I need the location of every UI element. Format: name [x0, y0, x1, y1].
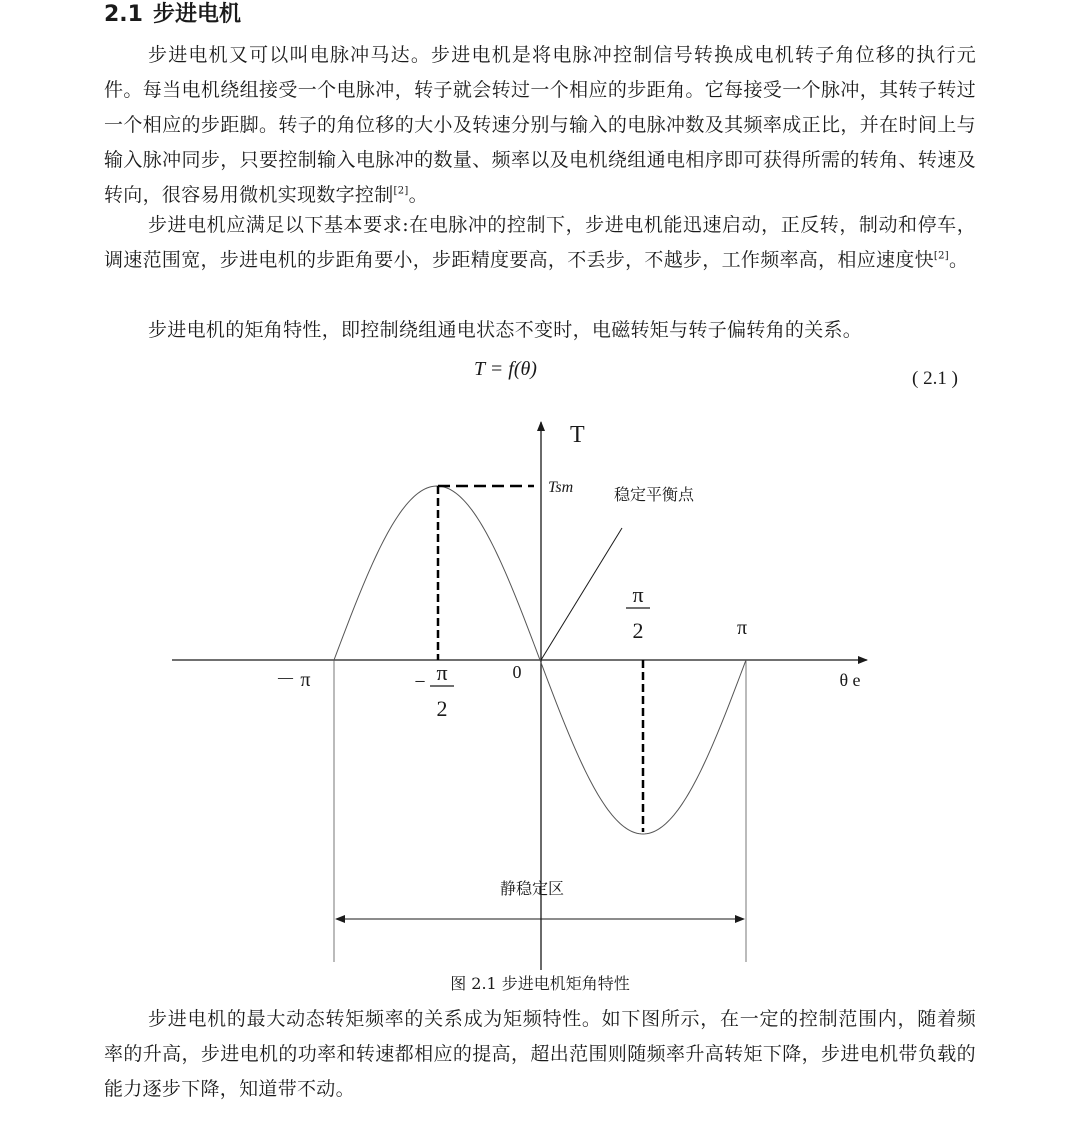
- neg-pi-half-numerator: π: [436, 660, 448, 685]
- paragraph-torque-frequency: 步进电机的最大动态转矩频率的关系成为矩频特性。如下图所示，在一定的控制范围内，随着频率的升高，步进电机的功率和转速都相应的提高，超出范围则随频率升高转矩下降，步进电机带负载的能力逐步下降，知道带不动。: [104, 1008, 976, 1100]
- static-zone-label: 静稳定区: [499, 881, 565, 898]
- pi-half-numerator: π: [632, 582, 644, 607]
- torque-angle-chart: [160, 410, 890, 970]
- citation-ref[interactable]: [2]: [933, 250, 949, 262]
- origin-label: 0: [512, 662, 522, 682]
- paragraph-requirements-end: 。: [948, 249, 969, 271]
- section-heading: [104, 0, 241, 30]
- tsm-label: Tsm: [548, 479, 574, 496]
- paragraph-torque-angle: 步进电机的矩角特性，即控制绕组通电状态不变时，电磁转矩与转子偏转角的关系。: [148, 319, 863, 341]
- neg-pi-label: － π: [275, 669, 311, 691]
- neg-pi-half-minus: −: [414, 671, 426, 693]
- stable-point-label: 稳定平衡点: [614, 487, 695, 504]
- equation-number: ( 2.1 ): [912, 368, 958, 389]
- theta-e-label: θ e: [839, 670, 861, 690]
- paragraph-requirements-text: 步进电机应满足以下基本要求:在电脉冲的控制下，步进电机能迅速启动，正反转，制动和停车，调速范围宽，步进电机的步距角要小，步距精度要高，不丢步，不越步，工作频率高，相应速度快: [104, 214, 976, 271]
- torque-angle-figure: [160, 410, 890, 970]
- figure-caption: 图 2.1 步进电机矩角特性: [450, 974, 630, 993]
- section-title: 步进电机: [152, 2, 241, 27]
- paragraph-intro: [104, 38, 976, 213]
- citation-ref[interactable]: [2]: [393, 185, 409, 197]
- formula: T = f(θ): [474, 358, 537, 380]
- paragraph-intro-end: 。: [408, 184, 428, 206]
- neg-pi-half-denominator: 2: [436, 696, 448, 721]
- section-number: 2.1: [104, 2, 143, 27]
- paragraph-intro-text: 步进电机又可以叫电脉冲马达。步进电机是将电脉冲控制信号转换成电机转子角位移的执行元件。每当电机绕组接受一个电脉冲，转子就会转过一个相应的步距角。它每接受一个脉冲，其转子转过一个相应的步距脚。转子的角位移的大小及转速分别与输入的电脉冲数及其频率成正比，并在时间上与输入脉冲同步，只要控制输入电脉冲的数量、频率以及电机绕组通电相序即可获得所需的转角、转速及转向，很容易用微机实现数字控制: [104, 44, 976, 206]
- t-axis-label: T: [570, 422, 585, 448]
- pi-half-denominator: 2: [632, 618, 644, 643]
- paragraph-requirements: [104, 208, 976, 278]
- stable-point-leader: [541, 528, 622, 660]
- pi-label: π: [736, 617, 748, 639]
